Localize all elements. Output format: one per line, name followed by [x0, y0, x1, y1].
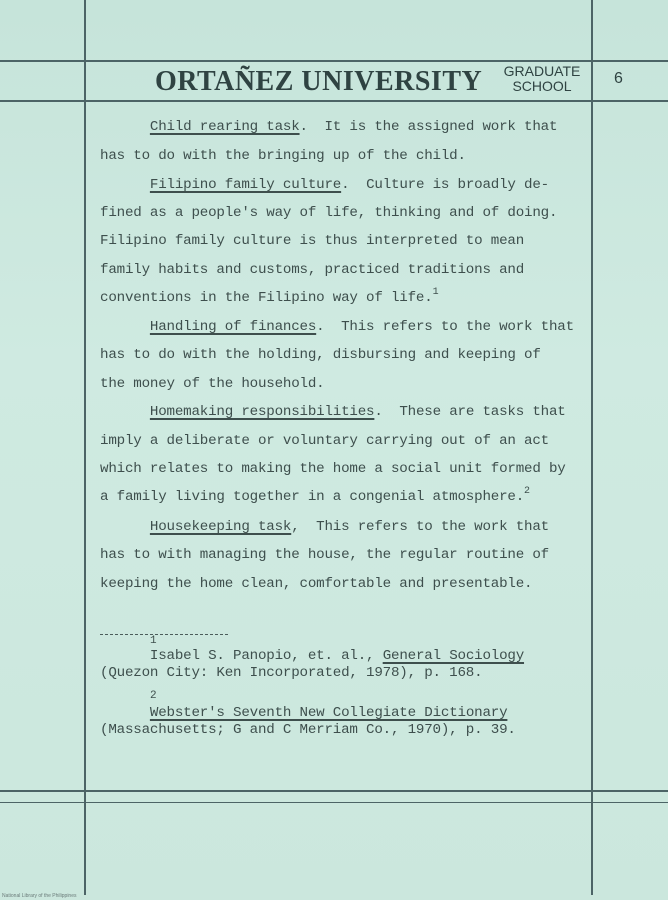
definition-text-line: conventions in the Filipino way of life.$^1$	[100, 287, 439, 306]
definition-text-line: has to do with the bringing up of the child.	[100, 148, 466, 164]
term-child-rearing: Child rearing task	[149, 119, 300, 135]
right-margin-rule	[591, 0, 593, 895]
archive-footer-strip: National Library of the Philippines	[2, 893, 77, 899]
definition-homemaking-line-1: Homemaking responsibilities. These are tasks that	[149, 404, 566, 420]
definition-child-rearing-line-1: Child rearing task. It is the assigned work that	[149, 119, 558, 135]
footnote-1-line-2: (Quezon City: Ken Incorporated, 1978), p. 168.	[100, 665, 483, 681]
footnote-1-line-1: Isabel S. Panopio, et. al., General Sociology	[149, 648, 525, 664]
footnote-2-line-2: (Massachusetts; G and C Merriam Co., 1970), p. 39.	[100, 722, 516, 738]
definition-text-line: which relates to making the home a social unit formed by	[100, 461, 566, 477]
term-homemaking-responsibilities: Homemaking responsibilities	[149, 404, 375, 420]
definition-text-line: family habits and customs, practiced traditions and	[100, 262, 525, 278]
left-margin-rule	[84, 0, 86, 895]
definition-text-line: fined as a people's way of life, thinking and of doing.	[100, 205, 558, 221]
school-label: SCHOOL	[512, 78, 572, 94]
footer-rule	[0, 790, 668, 792]
definition-text-line: imply a deliberate or voluntary carrying out of an act	[100, 433, 549, 449]
page-number: 6	[614, 70, 623, 87]
footnote-mark-2: 2	[150, 690, 157, 702]
footnote-separator	[100, 634, 228, 635]
header-bottom-rule	[0, 100, 668, 102]
definition-text-line: has to with managing the house, the regular routine of	[100, 547, 549, 563]
definition-text-line: the money of the household.	[100, 376, 325, 392]
definition-text-line: keeping the home clean, comfortable and presentable.	[100, 576, 533, 592]
footnote-2-line-1	[100, 704, 590, 722]
graduate-label: GRADUATE	[503, 63, 581, 79]
definition-housekeeping-line-1: Housekeeping task, This refers to the work that	[149, 519, 549, 535]
header-top-rule	[0, 60, 668, 62]
university-name: ORTAÑEZ UNIVERSITY	[155, 66, 483, 97]
footer-rule-thin	[0, 802, 668, 803]
footnote-1-title: General Sociology	[382, 648, 525, 664]
footnote-ref-1: 1	[432, 287, 439, 298]
definition-filipino-culture-line-1: Filipino family culture. Culture is broadly de-	[149, 177, 549, 193]
term-filipino-family-culture: Filipino family culture	[149, 177, 342, 193]
term-handling-of-finances: Handling of finances	[149, 319, 317, 335]
footnote-2-title: Webster's Seventh New Collegiate Dictionary	[149, 705, 508, 721]
footnote-ref-2: 2	[524, 486, 530, 497]
term-housekeeping-task: Housekeeping task	[149, 519, 292, 535]
graduate-school-label	[494, 64, 590, 94]
definition-text-line: has to do with the holding, disbursing and keeping of	[100, 347, 541, 363]
definition-handling-finances-line-1: Handling of finances. This refers to the work that	[149, 319, 574, 335]
definition-text-line: Filipino family culture is thus interpreted to mean	[100, 233, 525, 249]
definition-text-line: a family living together in a congenial atmosphere.$^2$	[100, 486, 530, 505]
footnote-mark-1: 1	[150, 635, 157, 647]
